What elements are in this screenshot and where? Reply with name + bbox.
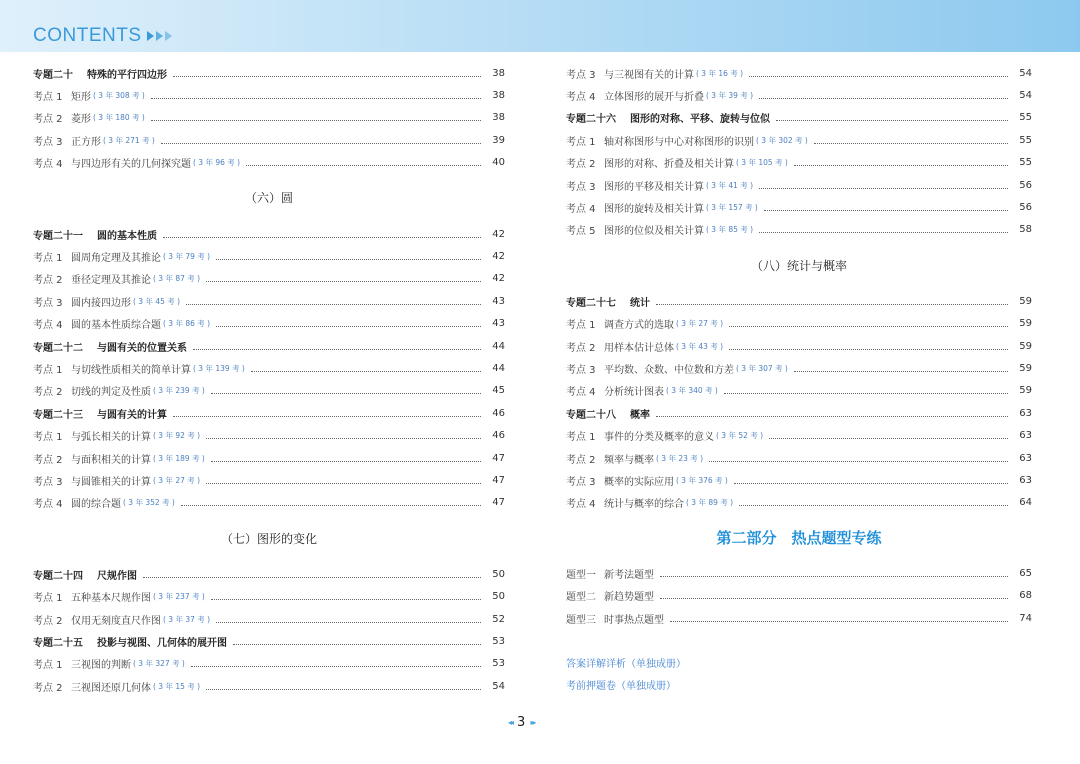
entry-code: 考点 5 (566, 226, 596, 238)
dot-leader (191, 666, 481, 667)
entry-code: 考点 2 (566, 342, 596, 354)
entry-code: 考点 3 (566, 181, 596, 193)
entry-title: 统计 (630, 297, 650, 309)
entry-code: 考点 4 (566, 499, 596, 511)
dot-leader (216, 326, 481, 327)
toc-entry-row[interactable] (33, 129, 505, 151)
toc-block-left-1 (33, 62, 505, 174)
entry-page-number: 52 (492, 613, 505, 625)
exam-frequency-note: ( 3 年 87 考 ) (153, 274, 201, 284)
toc-entry-row[interactable] (566, 492, 1032, 514)
entry-title: 用样本估计总体 (604, 342, 674, 354)
entry-title: 图形的平移及相关计算 (604, 181, 704, 193)
entry-page-number: 39 (492, 134, 505, 146)
entry-page-number: 53 (492, 658, 505, 670)
entry-page-number: 55 (1019, 112, 1032, 124)
entry-page-number: 44 (492, 362, 505, 374)
entry-page-number: 63 (1019, 407, 1032, 419)
toc-entry-row[interactable] (566, 607, 1032, 629)
dot-leader (211, 461, 481, 462)
entry-code: 考点 4 (33, 499, 63, 511)
exam-frequency-note: ( 3 年 41 考 ) (706, 180, 754, 190)
entry-code: 考点 2 (566, 454, 596, 466)
exam-frequency-note: ( 3 年 86 考 ) (163, 319, 211, 329)
entry-title: 与切线性质相关的简单计算 (71, 364, 191, 376)
toc-entry-row[interactable] (33, 424, 505, 446)
exam-frequency-note: ( 3 年 15 考 ) (153, 681, 201, 691)
entry-code: 考点 3 (33, 136, 63, 148)
triple-arrow-icon (147, 31, 172, 41)
entry-code: 考点 4 (33, 159, 63, 171)
entry-page-number: 38 (492, 67, 505, 79)
dot-leader (764, 210, 1008, 211)
entry-title: 正方形 (71, 136, 101, 148)
entry-title: 平均数、众数、中位数和方差 (604, 364, 734, 376)
entry-code: 专题二十一 (33, 230, 83, 242)
dot-leader (734, 483, 1008, 484)
entry-title: 与圆有关的计算 (97, 409, 167, 421)
entry-title: 图形的对称、折叠及相关计算 (604, 159, 734, 171)
entry-code: 专题二十三 (33, 409, 83, 421)
dot-leader (769, 438, 1008, 439)
entry-code: 考点 3 (566, 69, 596, 81)
toc-block-left-3 (33, 563, 505, 697)
entry-page-number: 54 (1019, 90, 1032, 102)
entry-title: 轴对称图形与中心对称图形的识别 (604, 136, 754, 148)
dot-leader (161, 143, 481, 144)
toc-entry-row[interactable] (33, 268, 505, 290)
entry-title: 图形的旋转及相关计算 (604, 204, 704, 216)
dot-leader (660, 598, 1008, 599)
entry-code: 专题二十四 (33, 570, 83, 582)
section-heading-statistics: （八）统计与概率 (750, 258, 847, 273)
toc-entry-row[interactable] (33, 84, 505, 106)
toc-entry-row[interactable] (566, 174, 1032, 196)
entry-page-number: 55 (1019, 157, 1032, 169)
entry-title: 概率的实际应用 (604, 476, 674, 488)
entry-page-number: 43 (492, 318, 505, 330)
entry-page-number: 50 (492, 568, 505, 580)
entry-code: 考点 2 (33, 114, 63, 126)
section-heading-transform: （七）图形的变化 (220, 531, 317, 546)
entry-title: 事件的分类及概率的意义 (604, 432, 714, 444)
entry-page-number: 59 (1019, 362, 1032, 374)
dot-leader (211, 599, 481, 600)
dot-leader (233, 644, 481, 645)
entry-page-number: 63 (1019, 430, 1032, 442)
dot-leader (656, 416, 1008, 417)
entry-title: 与四边形有关的几何探究题 (71, 159, 191, 171)
dot-leader (151, 98, 481, 99)
exam-frequency-note: ( 3 年 37 考 ) (163, 614, 211, 624)
entry-code: 题型二 (566, 592, 596, 604)
entry-code: 考点 2 (33, 615, 63, 627)
entry-title: 立体图形的展开与折叠 (604, 92, 704, 104)
double-left-arrow-icon: ◂◂ (508, 718, 513, 727)
entry-code: 考点 2 (566, 159, 596, 171)
toc-topic-row[interactable] (33, 335, 505, 357)
entry-code: 考点 1 (566, 320, 596, 332)
entry-title: 圆的基本性质综合题 (71, 320, 161, 332)
entry-code: 考点 1 (33, 364, 63, 376)
exam-frequency-note: ( 3 年 271 考 ) (103, 135, 155, 145)
entry-title: 分析统计图表 (604, 387, 664, 399)
entry-page-number: 40 (492, 157, 505, 169)
entry-code: 专题二十六 (566, 114, 616, 126)
entry-title: 频率与概率 (604, 454, 654, 466)
toc-entry-row[interactable] (566, 562, 1032, 584)
entry-page-number: 50 (492, 591, 505, 603)
exam-frequency-note: ( 3 年 180 考 ) (93, 113, 145, 123)
dot-leader (211, 393, 481, 394)
entry-page-number: 54 (1019, 67, 1032, 79)
entry-page-number: 63 (1019, 452, 1032, 464)
entry-page-number: 38 (492, 90, 505, 102)
dot-leader (186, 304, 481, 305)
dot-leader (173, 76, 481, 77)
exam-frequency-note: ( 3 年 239 考 ) (153, 386, 205, 396)
exam-frequency-note: ( 3 年 45 考 ) (133, 296, 181, 306)
dot-leader (151, 120, 481, 121)
entry-title: 与圆有关的位置关系 (97, 342, 187, 354)
dot-leader (163, 237, 481, 238)
answer-booklet-link[interactable]: 答案详解详析（单独成册） (566, 658, 686, 670)
entry-code: 考点 3 (566, 476, 596, 488)
entry-page-number: 68 (1019, 590, 1032, 602)
entry-page-number: 44 (492, 340, 505, 352)
dot-leader (206, 438, 481, 439)
toc-entry-row[interactable] (33, 653, 505, 675)
entry-title: 图形的位似及相关计算 (604, 226, 704, 238)
entry-code: 考点 3 (566, 364, 596, 376)
dot-leader (724, 393, 1008, 394)
entry-title: 圆的综合题 (71, 499, 121, 511)
entry-page-number: 47 (492, 474, 505, 486)
entry-page-number: 53 (492, 635, 505, 647)
dot-leader (794, 371, 1008, 372)
entry-page-number: 64 (1019, 497, 1032, 509)
dot-leader (739, 505, 1008, 506)
entry-code: 考点 1 (566, 136, 596, 148)
page-number (508, 715, 534, 730)
toc-entry-row[interactable] (566, 357, 1032, 379)
entry-page-number: 65 (1019, 567, 1032, 579)
dot-leader (181, 505, 481, 506)
exam-frequency-note: ( 3 年 89 考 ) (686, 498, 734, 508)
entry-title: 与弧长相关的计算 (71, 432, 151, 444)
entry-title: 投影与视图、几何体的展开图 (97, 637, 227, 649)
exam-frequency-note: ( 3 年 16 考 ) (696, 68, 744, 78)
toc-entry-row[interactable] (33, 447, 505, 469)
entry-code: 题型三 (566, 614, 596, 626)
entry-page-number: 59 (1019, 340, 1032, 352)
toc-entry-row[interactable] (566, 152, 1032, 174)
section-heading-circle: （六）圆 (244, 191, 293, 206)
left-column (33, 62, 505, 697)
entry-page-number: 38 (492, 112, 505, 124)
entry-code: 专题二十二 (33, 342, 83, 354)
entry-title: 统计与概率的综合 (604, 499, 684, 511)
toc-block-right-2 (566, 290, 1032, 514)
entry-title: 尺规作图 (97, 570, 137, 582)
entry-code: 题型一 (566, 569, 596, 581)
toc-entry-row[interactable] (566, 196, 1032, 218)
toc-topic-row[interactable] (33, 62, 505, 84)
dot-leader (173, 416, 481, 417)
entry-code: 考点 1 (33, 432, 63, 444)
exam-frequency-note: ( 3 年 352 考 ) (123, 498, 175, 508)
entry-title: 圆周角定理及其推论 (71, 253, 161, 265)
entry-page-number: 42 (492, 251, 505, 263)
entry-code: 考点 3 (33, 476, 63, 488)
toc-entry-row[interactable] (566, 129, 1032, 151)
toc-block-right-1 (566, 62, 1032, 241)
entry-page-number: 47 (492, 497, 505, 509)
dot-leader (814, 143, 1008, 144)
toc-entry-row[interactable] (33, 608, 505, 630)
entry-code: 考点 1 (33, 92, 63, 104)
entry-code: 专题二十八 (566, 409, 616, 421)
entry-page-number: 74 (1019, 612, 1032, 624)
entry-page-number: 55 (1019, 134, 1032, 146)
entry-page-number: 43 (492, 295, 505, 307)
toc-entry-row[interactable] (33, 469, 505, 491)
exam-frequency-note: ( 3 年 85 考 ) (706, 225, 754, 235)
exam-frequency-note: ( 3 年 92 考 ) (153, 431, 201, 441)
entry-page-number: 58 (1019, 224, 1032, 236)
entry-code: 考点 1 (33, 660, 63, 672)
entry-page-number: 42 (492, 228, 505, 240)
exam-frequency-note: ( 3 年 237 考 ) (153, 592, 205, 602)
entry-code: 考点 4 (33, 320, 63, 332)
toc-entry-row[interactable] (33, 492, 505, 514)
entry-title: 圆内接四边形 (71, 297, 131, 309)
double-right-arrow-icon: ▸▸ (530, 718, 535, 727)
toc-entry-row[interactable] (33, 152, 505, 174)
exam-frequency-note: ( 3 年 52 考 ) (716, 431, 764, 441)
exam-frequency-note: ( 3 年 79 考 ) (163, 252, 211, 262)
dot-leader (216, 622, 481, 623)
entry-page-number: 47 (492, 452, 505, 464)
right-column (566, 62, 1032, 696)
toc-topic-row[interactable] (33, 402, 505, 424)
entry-title: 菱形 (71, 114, 91, 126)
toc-entry-row[interactable] (33, 313, 505, 335)
dot-leader (729, 349, 1008, 350)
entry-title: 仅用无刻度直尺作图 (71, 615, 161, 627)
toc-entry-row[interactable] (566, 424, 1032, 446)
dot-leader (206, 281, 481, 282)
dot-leader (670, 621, 1008, 622)
toc-entry-row[interactable] (566, 313, 1032, 335)
entry-title: 矩形 (71, 92, 91, 104)
dot-leader (759, 98, 1008, 99)
dot-leader (251, 371, 481, 372)
entry-title: 时事热点题型 (604, 614, 664, 626)
entry-code: 考点 4 (566, 204, 596, 216)
toc-entry-row[interactable] (566, 447, 1032, 469)
entry-code: 考点 2 (33, 454, 63, 466)
exam-frequency-note: ( 3 年 327 考 ) (133, 659, 185, 669)
toc-entry-row[interactable] (33, 357, 505, 379)
toc-topic-row[interactable] (33, 223, 505, 245)
exam-frequency-note: ( 3 年 27 考 ) (153, 475, 201, 485)
entry-title: 与面积相关的计算 (71, 454, 151, 466)
exam-frequency-note: ( 3 年 96 考 ) (193, 158, 241, 168)
dot-leader (143, 577, 481, 578)
exam-frequency-note: ( 3 年 157 考 ) (706, 203, 758, 213)
entry-title: 圆的基本性质 (97, 230, 157, 242)
toc-topic-row[interactable] (33, 630, 505, 652)
toc-entry-row[interactable] (566, 335, 1032, 357)
toc-entry-row[interactable] (33, 380, 505, 402)
entry-code: 专题二十 (33, 69, 73, 81)
dot-leader (656, 304, 1008, 305)
entry-title: 三视图还原几何体 (71, 682, 151, 694)
dot-leader (759, 232, 1008, 233)
entry-title: 调查方式的选取 (604, 320, 674, 332)
toc-entry-row[interactable] (566, 84, 1032, 106)
dot-leader (794, 165, 1008, 166)
exam-frequency-note: ( 3 年 376 考 ) (676, 475, 728, 485)
dot-leader (709, 461, 1008, 462)
entry-code: 专题二十五 (33, 637, 83, 649)
entry-code: 考点 4 (566, 387, 596, 399)
mock-exam-link[interactable]: 考前押题卷（单独成册） (566, 681, 676, 693)
entry-code: 考点 1 (566, 432, 596, 444)
entry-code: 专题二十七 (566, 297, 616, 309)
dot-leader (729, 326, 1008, 327)
dot-leader (246, 165, 481, 166)
exam-frequency-note: ( 3 年 189 考 ) (153, 453, 205, 463)
exam-frequency-note: ( 3 年 308 考 ) (93, 91, 145, 101)
entry-title: 五种基本尺规作图 (71, 593, 151, 605)
dot-leader (660, 576, 1008, 577)
toc-block-left-2 (33, 223, 505, 514)
entry-page-number: 54 (492, 680, 505, 692)
exam-frequency-note: ( 3 年 340 考 ) (666, 386, 718, 396)
entry-code: 考点 1 (33, 593, 63, 605)
entry-code: 考点 1 (33, 253, 63, 265)
dot-leader (216, 259, 481, 260)
entry-page-number: 56 (1019, 179, 1032, 191)
entry-title: 与圆锥相关的计算 (71, 476, 151, 488)
entry-page-number: 42 (492, 273, 505, 285)
dot-leader (193, 349, 481, 350)
entry-title: 切线的判定及性质 (71, 387, 151, 399)
contents-header-band (0, 0, 1080, 52)
toc-entry-row[interactable] (566, 469, 1032, 491)
entry-title: 图形的对称、平移、旋转与位似 (630, 114, 770, 126)
entry-page-number: 45 (492, 385, 505, 397)
toc-entry-row[interactable] (33, 290, 505, 312)
toc-entry-row[interactable] (566, 219, 1032, 241)
toc-entry-row[interactable] (33, 585, 505, 607)
entry-title: 概率 (630, 409, 650, 421)
toc-topic-row[interactable] (566, 402, 1032, 424)
toc-entry-row[interactable] (566, 584, 1032, 606)
exam-frequency-note: ( 3 年 27 考 ) (676, 319, 724, 329)
toc-entry-row[interactable] (566, 380, 1032, 402)
entry-page-number: 59 (1019, 295, 1032, 307)
entry-page-number: 63 (1019, 474, 1032, 486)
dot-leader (206, 689, 481, 690)
dot-leader (206, 483, 481, 484)
entry-page-number: 46 (492, 407, 505, 419)
entry-page-number: 59 (1019, 385, 1032, 397)
exam-frequency-note: ( 3 年 302 考 ) (756, 135, 808, 145)
entry-code: 考点 2 (33, 387, 63, 399)
entry-title: 三视图的判断 (71, 660, 131, 672)
entry-title: 新趋势题型 (604, 592, 654, 604)
toc-entry-row[interactable] (33, 675, 505, 697)
exam-frequency-note: ( 3 年 139 考 ) (193, 363, 245, 373)
exam-frequency-note: ( 3 年 105 考 ) (736, 158, 788, 168)
toc-entry-row[interactable] (33, 245, 505, 267)
exam-frequency-note: ( 3 年 23 考 ) (656, 453, 704, 463)
toc-topic-row[interactable] (566, 290, 1032, 312)
toc-entry-row[interactable] (566, 62, 1032, 84)
entry-title: 与三视图有关的计算 (604, 69, 694, 81)
toc-topic-row[interactable] (566, 107, 1032, 129)
toc-block-right-3 (566, 562, 1032, 629)
entry-page-number: 59 (1019, 318, 1032, 330)
entry-code: 考点 4 (566, 92, 596, 104)
contents-title: CONTENTS (33, 25, 142, 46)
entry-page-number: 46 (492, 430, 505, 442)
dot-leader (759, 188, 1008, 189)
dot-leader (749, 76, 1008, 77)
dot-leader (776, 120, 1008, 121)
toc-entry-row[interactable] (33, 107, 505, 129)
entry-title: 特殊的平行四边形 (87, 69, 167, 81)
toc-topic-row[interactable] (33, 563, 505, 585)
entry-title: 新考法题型 (604, 569, 654, 581)
entry-code: 考点 3 (33, 297, 63, 309)
page-number-value: 3 (517, 715, 526, 730)
part-two-heading: 第二部分 热点题型专练 (716, 528, 882, 547)
exam-frequency-note: ( 3 年 39 考 ) (706, 91, 754, 101)
entry-title: 垂径定理及其推论 (71, 275, 151, 287)
exam-frequency-note: ( 3 年 43 考 ) (676, 341, 724, 351)
entry-code: 考点 2 (33, 682, 63, 694)
entry-code: 考点 2 (33, 275, 63, 287)
entry-page-number: 56 (1019, 202, 1032, 214)
exam-frequency-note: ( 3 年 307 考 ) (736, 363, 788, 373)
